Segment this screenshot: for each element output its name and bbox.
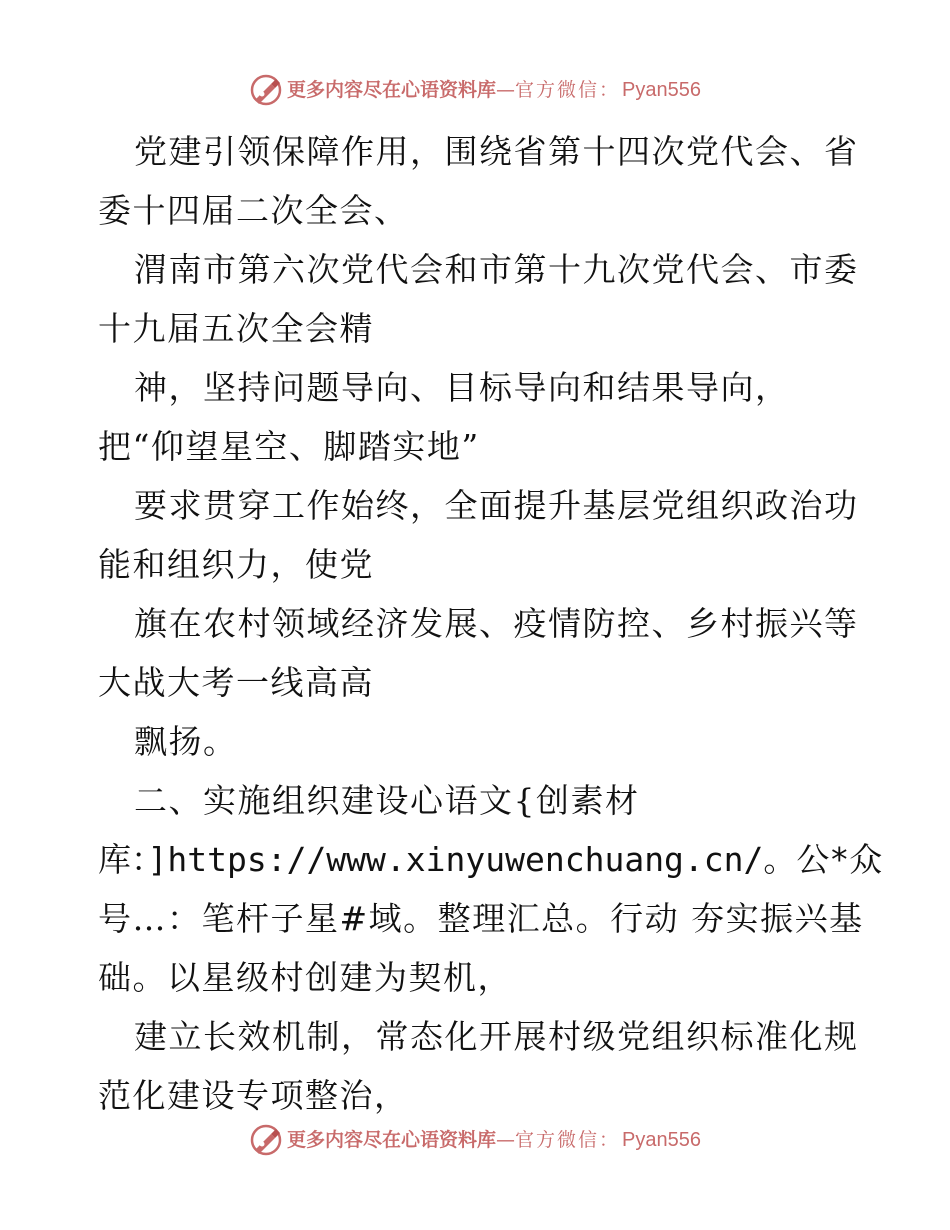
text-line: 建立长效机制，常态化开展村级党组织标准化规 bbox=[134, 1017, 859, 1056]
text-line-url: 库：]https://www.xinyuwenchuang.cn/。公*众 bbox=[98, 840, 883, 879]
text-line: 能和组织力，使党 bbox=[98, 545, 374, 584]
text-line: 范化建设专项整治， bbox=[98, 1076, 409, 1115]
watermark-wechat-id: Pyan556 bbox=[622, 79, 701, 101]
text-line: 础。以星级村创建为契机， bbox=[98, 958, 512, 997]
footer-watermark bbox=[0, 1120, 950, 1160]
pen-logo-icon bbox=[249, 1123, 283, 1157]
text-line: 飘扬。 bbox=[134, 722, 238, 761]
text-line: 委十四届二次全会、 bbox=[98, 191, 409, 230]
document-body bbox=[98, 122, 883, 1125]
header-watermark bbox=[0, 70, 950, 110]
text-line: 十九届五次全会精 bbox=[98, 309, 374, 348]
text-line: 二、实施组织建设心语文{创素材 bbox=[134, 781, 640, 820]
text-line: 渭南市第六次党代会和市第十九次党代会、市委 bbox=[134, 250, 859, 289]
watermark-wechat-id: Pyan556 bbox=[622, 1129, 701, 1151]
text-line: 把“仰望星空、脚踏实地” bbox=[98, 427, 480, 466]
watermark-site-name: 更多内容尽在心语资料库 bbox=[287, 1129, 497, 1151]
watermark-site-name: 更多内容尽在心语资料库 bbox=[287, 79, 497, 101]
text-line: 号…：笔杆子星#域。整理汇总。行动 夯实振兴基 bbox=[98, 899, 864, 938]
text-line: 旗在农村领域经济发展、疫情防控、乡村振兴等 bbox=[134, 604, 859, 643]
watermark-separator: — bbox=[496, 79, 516, 101]
watermark-wechat-label: 官方微信： bbox=[515, 79, 621, 101]
pen-logo-icon bbox=[249, 73, 283, 107]
text-line: 神，坚持问题导向、目标导向和结果导向， bbox=[134, 368, 790, 407]
text-line: 要求贯穿工作始终，全面提升基层党组织政治功 bbox=[134, 486, 859, 525]
text-line: 大战大考一线高高 bbox=[98, 663, 374, 702]
watermark-separator: — bbox=[496, 1129, 516, 1151]
watermark-wechat-label: 官方微信： bbox=[515, 1129, 621, 1151]
text-line: 党建引领保障作用，围绕省第十四次党代会、省 bbox=[134, 132, 859, 171]
